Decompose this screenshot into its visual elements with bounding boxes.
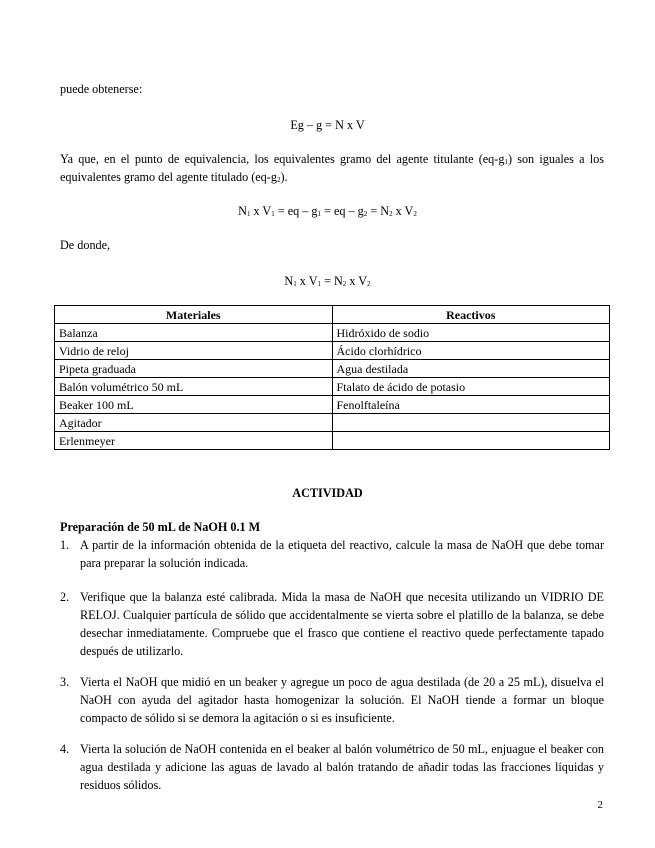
reagent-cell: Ftalato de ácido de potasio: [332, 378, 610, 396]
step-number: 2.: [60, 590, 70, 604]
subsection-title: Preparación de 50 mL de NaOH 0.1 M: [60, 520, 261, 534]
reagent-cell: Agua destilada: [332, 360, 610, 378]
material-cell: Balón volumétrico 50 mL: [55, 378, 333, 396]
table-row: [55, 378, 610, 396]
paragraph-equivalence: Ya que, en el punto de equivalencia, los equivalentes gramo del agente titulante $(eq-g_1)$ son iguales a los equivalentes gramo del agente titulado $(eq-g_2)$.: [60, 152, 604, 184]
step-text: Vierta el NaOH que midió en un beaker y agregue un poco de agua destilada (de 20 a 25 mL), disuelva el NaOH con ayuda del agitador hasta homogenizar la solución. El NaOH tiende a formar un bloque compacto de sólido si se demora la agitación o si es insuficiente.: [80, 675, 604, 725]
material-cell: Erlenmeyer: [55, 432, 333, 450]
equation-n1v1-n2v2: $N_1$ x $V_1 = N_2$ x $V_2$: [284, 274, 371, 288]
de-donde-text: De donde,: [60, 238, 111, 252]
step-text: Verifique que la balanza esté calibrada. Mida la masa de NaOH que necesita utilizando un VIDRIO DE RELOJ. Cualquier partícula de sólido que accidentalmente se vierta sobre el platillo de la balanza, se debe desechar inmediatamente. Compruebe que el frasco que contiene el reactivo quede perfectamente tapado después de utilizarlo.: [80, 590, 604, 658]
reagent-cell: Fenolftaleína: [332, 396, 610, 414]
section-title: ACTIVIDAD: [292, 486, 363, 500]
materials-reagents-table: [54, 305, 610, 450]
material-cell: Beaker 100 mL: [55, 396, 333, 414]
header-materiales: Materiales: [55, 306, 333, 324]
step-text: A partir de la información obtenida de la etiqueta del reactivo, calcule la masa de NaOH que debe tomar para preparar la solución indicada.: [80, 538, 604, 570]
step-number: 1.: [60, 538, 70, 552]
material-cell: Vidrio de reloj: [55, 342, 333, 360]
equation-equivalence-chain: $N_1$ x $V_1$ = eq – $g_1$ = eq – $g_2 = N_2$ x $V_2$: [238, 204, 417, 218]
page-number: 2: [597, 799, 603, 811]
reagent-cell: Hidróxido de sodio: [332, 324, 610, 342]
header-reactivos: Reactivos: [332, 306, 610, 324]
step-text: Vierta la solución de NaOH contenida en el beaker al balón volumétrico de 50 mL, enjuague el beaker con agua destilada y adicione las aguas de lavado al balón tratando de añadir todas las fracciones líquidas y residuos sólidos.: [80, 742, 604, 792]
table-header-row: [55, 306, 610, 324]
step-number: 3.: [60, 675, 70, 689]
step-number: 4.: [60, 742, 70, 756]
table-row: [55, 396, 610, 414]
table-row: [55, 342, 610, 360]
table-row: [55, 414, 610, 432]
table-row: [55, 432, 610, 450]
reagent-cell: [332, 432, 610, 450]
table-row: [55, 324, 610, 342]
intro-text: puede obtenerse:: [60, 82, 143, 96]
reagent-cell: Ácido clorhídrico: [332, 342, 610, 360]
equation-equivalent-gram: Eg – g = N x V: [290, 118, 365, 132]
material-cell: Pipeta graduada: [55, 360, 333, 378]
table-row: [55, 360, 610, 378]
reagent-cell: [332, 414, 610, 432]
material-cell: Balanza: [55, 324, 333, 342]
material-cell: Agitador: [55, 414, 333, 432]
